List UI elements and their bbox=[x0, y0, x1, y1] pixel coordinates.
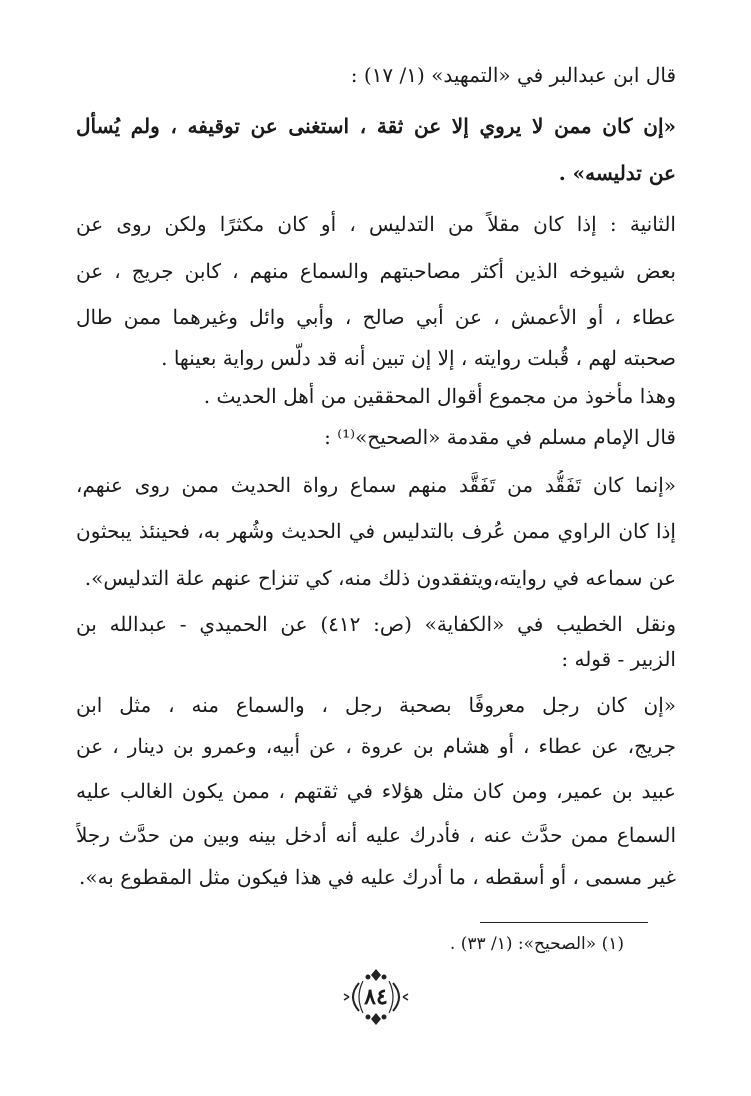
text-line-5: بعض شيوخه الذين أكثر مصاحبتهم والسماع منهم ، كابن جريج ، عن bbox=[76, 259, 676, 283]
text-line-11: إذا كان الراوي ممن عُرف بالتدليس في الحديث وشُهر به، فحينئذ يبحثون bbox=[76, 519, 676, 543]
text-line-13: ونقل الخطيب في «الكفاية» (ص: ٤١٢) عن الحميدي - عبدالله بن bbox=[76, 612, 676, 636]
text-line-19: غير مسمى ، أو أسقطه ، ما أدرك عليه في هذا فيكون مثل المقطوع به». bbox=[78, 865, 676, 889]
text-line-8: وهذا مأخوذ من مجموع أقوال المحققين من أهل الحديث . bbox=[203, 384, 676, 408]
text-line-14: الزبير - قوله : bbox=[561, 647, 676, 671]
text-line-9: قال الإمام مسلم في مقدمة «الصحيح»⁽¹⁾ : bbox=[324, 425, 676, 449]
text-line-6: عطاء ، أو الأعمش ، عن أبي صالح ، وأبي وائل وغيرهما ممن طال bbox=[76, 305, 676, 329]
text-line-16: جريج، عن عطاء ، أو هشام بن عروة ، عن أبيه، وعمرو بن دينار ، عن bbox=[76, 734, 676, 758]
text-line-2: «إن كان ممن لا يروي إلا عن ثقة ، استغنى عن توقيفه ، ولم يُسأل bbox=[76, 114, 676, 138]
text-line-15: «إن كان رجل معروفًا بصحبة رجل ، والسماع منه ، مثل ابن bbox=[76, 693, 676, 717]
text-line-12: عن سماعه في روايته،ويتفقدون ذلك منه، كي تنزاح عنهم علة التدليس». bbox=[84, 566, 676, 590]
text-line-4: الثانية : إذا كان مقلاً من التدليس ، أو كان مكثرًا ولكن روى عن bbox=[76, 212, 676, 236]
footnote: (١) «الصحيح»: (١/ ٣٣) . bbox=[449, 934, 624, 954]
text-line-10: «إنما كان تَفَقُّد من تَفَقَّد منهم سماع رواة الحديث ممن روى عنهم، bbox=[76, 473, 676, 497]
text-line-17: عبيد بن عمير، ومن كان مثل هؤلاء في ثقتهم ، ممن يكون الغالب عليه bbox=[76, 779, 676, 803]
text-line-18: السماع ممن حدَّث عنه ، فأدرك عليه أنه أدخل بينه وبين من حدَّث رجلاً bbox=[76, 823, 676, 847]
page-number: ٨٤ bbox=[364, 984, 388, 1010]
text-line-3: عن تدليسه» . bbox=[558, 161, 676, 185]
footnote-divider bbox=[480, 922, 648, 923]
text-line-1: قال ابن عبدالبر في «التمهيد» (١/ ١٧) : bbox=[350, 63, 676, 87]
text-line-7: صحبته لهم ، قُبلت روايته ، إلا إن تبين أنه قد دلّس رواية بعينها . bbox=[161, 346, 676, 370]
